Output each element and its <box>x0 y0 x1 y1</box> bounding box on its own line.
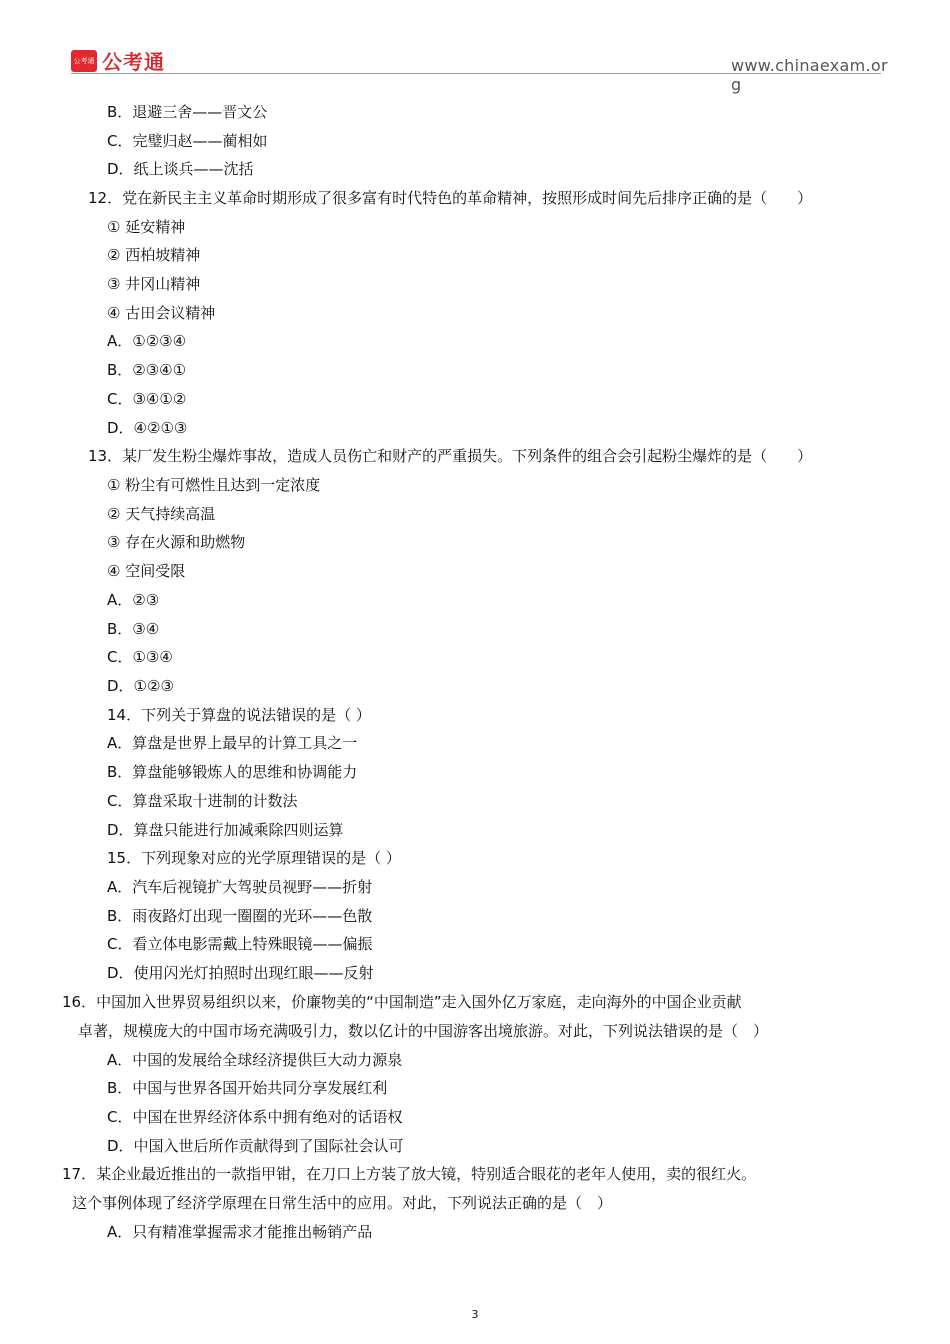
item-line: ② 西柏坡精神 <box>107 246 201 264</box>
question-14: 14．下列关于算盘的说法错误的是（ ） <box>107 706 371 724</box>
option-line: B．雨夜路灯出现一圈圈的光环——色散 <box>107 907 373 925</box>
item-line: ③ 存在火源和助燃物 <box>107 533 246 551</box>
item-line: ① 粉尘有可燃性且达到一定浓度 <box>107 476 321 494</box>
option-line: D．使用闪光灯拍照时出现红眼——反射 <box>107 964 374 982</box>
option-line: C．完璧归赵——蔺相如 <box>107 132 268 150</box>
question-13: 13．某厂发生粉尘爆炸事故，造成人员伤亡和财产的严重损失。下列条件的组合会引起粉尘爆炸的是（ ） <box>88 447 813 465</box>
option-line: A．①②③④ <box>107 332 187 350</box>
option-line: B．算盘能够锻炼人的思维和协调能力 <box>107 763 358 781</box>
option-line: A．中国的发展给全球经济提供巨大动力源泉 <box>107 1051 403 1069</box>
option-line: B．中国与世界各国开始共同分享发展红利 <box>107 1079 388 1097</box>
option-line: C．看立体电影需戴上特殊眼镜——偏振 <box>107 935 373 953</box>
option-line: D．算盘只能进行加减乘除四则运算 <box>107 821 344 839</box>
option-line: D．纸上谈兵——沈括 <box>107 160 254 178</box>
option-line: A．汽车后视镜扩大驾驶员视野——折射 <box>107 878 373 896</box>
logo-text: 公考通 <box>102 50 165 74</box>
option-line: D．中国入世后所作贡献得到了国际社会认可 <box>107 1137 404 1155</box>
option-line: A．算盘是世界上最早的计算工具之一 <box>107 734 358 752</box>
option-line: C．①③④ <box>107 648 173 666</box>
website-url[interactable]: www.chinaexam.org <box>731 56 888 94</box>
question-16-cont: 卓著，规模庞大的中国市场充满吸引力，数以亿计的中国游客出境旅游。对此，下列说法错误的是（ ） <box>78 1022 769 1040</box>
option-line: B．退避三舍——晋文公 <box>107 103 268 121</box>
option-line: D．④②①③ <box>107 419 188 437</box>
option-line: C．中国在世界经济体系中拥有绝对的话语权 <box>107 1108 403 1126</box>
item-line: ① 延安精神 <box>107 218 186 236</box>
question-17-cont: 这个事例体现了经济学原理在日常生活中的应用。对此，下列说法正确的是（ ） <box>72 1194 613 1212</box>
option-line: C．算盘采取十进制的计数法 <box>107 792 298 810</box>
question-12: 12．党在新民主主义革命时期形成了很多富有时代特色的革命精神，按照形成时间先后排序正确的是（ ） <box>88 189 813 207</box>
logo <box>71 46 165 75</box>
item-line: ④ 古田会议精神 <box>107 304 216 322</box>
item-line: ④ 空间受限 <box>107 562 186 580</box>
logo-badge-icon: 公考通 <box>71 50 97 72</box>
option-line: C．③④①② <box>107 390 187 408</box>
header-divider <box>71 73 881 74</box>
item-line: ③ 井冈山精神 <box>107 275 201 293</box>
question-16: 16．中国加入世界贸易组织以来，价廉物美的“中国制造”走入国外亿万家庭，走向海外的中国企业贡献 <box>62 993 742 1011</box>
option-line: A．②③ <box>107 591 160 609</box>
option-line: D．①②③ <box>107 677 174 695</box>
option-line: B．③④ <box>107 620 160 638</box>
question-15: 15．下列现象对应的光学原理错误的是（ ） <box>107 849 401 867</box>
question-17: 17．某企业最近推出的一款指甲钳，在刀口上方装了放大镜，特别适合眼花的老年人使用，卖的很红火。 <box>62 1165 757 1183</box>
option-line: B．②③④① <box>107 361 187 379</box>
item-line: ② 天气持续高温 <box>107 505 216 523</box>
option-line: A．只有精准掌握需求才能推出畅销产品 <box>107 1223 373 1241</box>
page-number: 3 <box>471 1308 479 1321</box>
